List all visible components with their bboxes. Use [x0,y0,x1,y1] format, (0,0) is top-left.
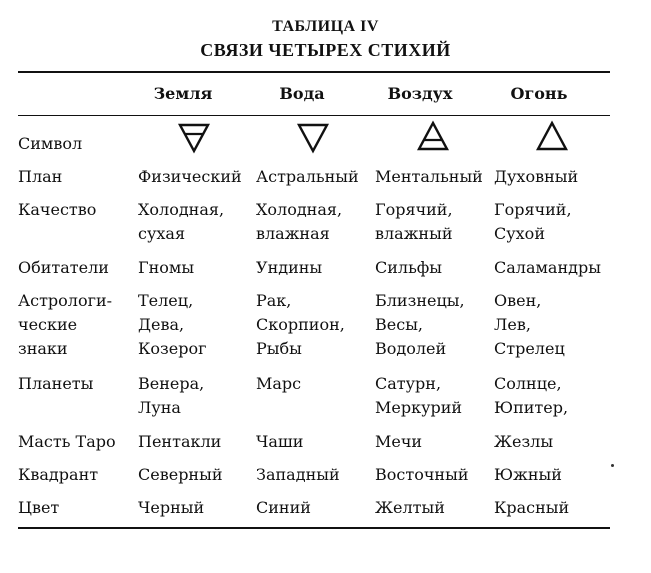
bottom-rule [18,527,610,529]
cell-color-air: Желтый [375,498,445,517]
table-title: СВЯЗИ ЧЕТЫРЕХ СТИХИЙ [200,40,451,60]
cell-plane-air: Ментальный [375,167,483,186]
water-triangle-icon [296,120,330,154]
top-rule [18,71,610,73]
cell-inhabitants-earth: Гномы [138,258,195,277]
row-label-quadrant: Квадрант [18,465,99,484]
cell-plane-water: Астральный [256,167,359,186]
earth-triangle-icon [177,120,211,154]
header-rule [18,115,610,116]
row-label-inhabitants: Обитатели [18,258,109,277]
cell-inhabitants-air: Сильфы [375,258,443,277]
air-triangle-icon [416,120,450,154]
cell-tarot-air: Мечи [375,432,423,451]
cell-quadrant-water: Западный [256,465,340,484]
cell-signs-air: Близнецы, Весы, Водолей [375,291,465,358]
cell-signs-earth: Телец, Дева, Козерог [138,291,207,358]
cell-tarot-earth: Пентакли [138,432,222,451]
cell-tarot-fire: Жезлы [494,432,554,451]
cell-plane-earth: Физический [138,167,242,186]
row-label-color: Цвет [18,498,60,517]
column-header-air: Воздух [387,84,453,103]
table-number: ТАБЛИЦА IV [272,18,379,35]
cell-quadrant-fire: Южный [494,465,562,484]
row-label-planets: Планеты [18,374,94,393]
cell-quality-air: Горячий, влажный [375,200,453,243]
cell-planets-air: Сатурн, Меркурий [375,374,463,417]
row-label-tarot-suit: Масть Таро [18,432,116,451]
cell-inhabitants-water: Ундины [256,258,323,277]
cell-quality-earth: Холодная, сухая [138,200,225,243]
row-label-plane: План [18,167,63,186]
cell-signs-fire: Овен, Лев, Стрелец [494,291,565,358]
cell-planets-fire: Солнце, Юпитер, [494,374,569,417]
cell-planets-water: Марс [256,374,302,393]
cell-planets-earth: Венера, Луна [138,374,205,417]
cell-tarot-water: Чаши [256,432,304,451]
print-speck [611,464,614,467]
cell-quality-water: Холодная, влажная [256,200,343,243]
cell-color-fire: Красный [494,498,570,517]
row-label-astrological-signs: Астрологи- ческие знаки [18,291,113,358]
cell-inhabitants-fire: Саламандры [494,258,601,277]
cell-signs-water: Рак, Скорпион, Рыбы [256,291,345,358]
column-header-water: Вода [279,84,325,103]
column-header-fire: Огонь [510,84,568,103]
cell-quadrant-air: Восточный [375,465,469,484]
fire-triangle-icon [535,120,569,154]
row-label-symbol: Символ [18,134,83,153]
row-label-quality: Качество [18,200,97,219]
column-header-earth: Земля [153,84,213,103]
cell-plane-fire: Духовный [494,167,579,186]
cell-quadrant-earth: Северный [138,465,223,484]
cell-quality-fire: Горячий, Сухой [494,200,572,243]
cell-color-earth: Черный [138,498,205,517]
cell-color-water: Синий [256,498,311,517]
